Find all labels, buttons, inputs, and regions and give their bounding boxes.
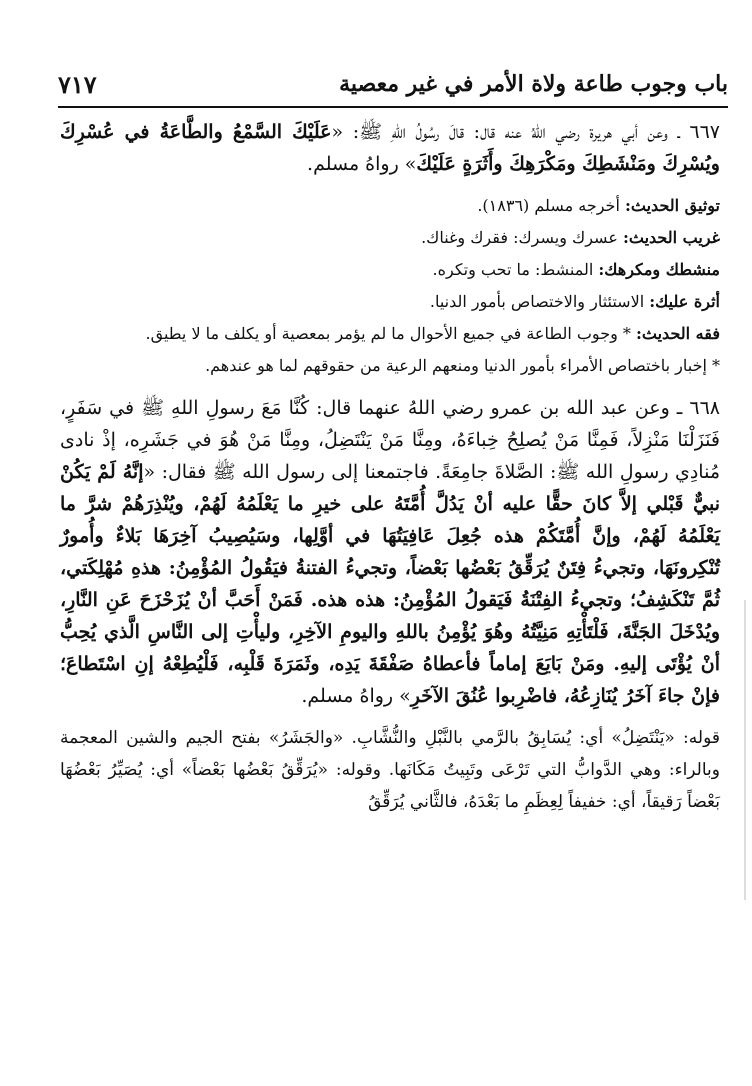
note-fiqh [60, 318, 720, 350]
note-label: منشطك ومكرهك: [598, 260, 720, 279]
hadith-668-matn: إنَّهُ لَمْ يَكُنْ نبيٌّ قَبْلي إلاَّ كانَ حقًّا عليه أنْ يَدُلَّ أُمَّتَهُ على خيرِ ما يَعْلَمُهُ لَهُمْ، ويُنْذِرَهُمْ شرَّ ما يَعْلَمُهُ لَهُمْ، وإنَّ أُمَّتَكُمْ هذه جُعِلَ عَافِيَتُهَا في أوَّلِها، وسَيُصِيبُ آخِرَهَا بَلاءٌ وأُمورٌ تُنْكِرونَهَا، وتجيءُ فِتَنٌ يُرَقِّقُ بَعْضُها بَعْضاً، وتجيءُ الفتنةُ فيَقُولُ المُؤْمِنُ: هذهِ مُهْلِكَتي، ثُمَّ تَنْكَشِفُ؛ وتجيءُ الفِتْنَةُ فَيَقولُ المُؤْمِنُ: هذه هذه. فَمَنْ أَحَبَّ أنْ يُزَحْزَحَ عَنِ النَّارِ، ويُدْخَلَ الجَنَّةَ، فَلْتَأْتِهِ مَنِيَّتُهُ وهُوَ يُؤْمِنُ باللهِ واليومِ الآخِرِ، وليأْتِ إلى النَّاسِ الَّذي يُحِبُّ أنْ يُؤْتَى إليهِ. ومَنْ بَايَعَ إماماً فأعطاهُ صَفْقَةَ يَدِه، وثَمَرَةَ قَلْبِه، فَلْيُطِعْهُ إنِ اسْتَطاعَ؛ فإنْ جاءَ آخَرُ يُنَازِعُهُ، فاضْرِبوا عُنُقَ الآخَرِ [60, 461, 720, 707]
note-label: أثرة عليك: [649, 292, 720, 311]
note-text: المنشط: ما تحب وتكره. [432, 260, 599, 279]
note-label: توثيق الحديث: [624, 196, 720, 215]
commentary: قوله: «يَنْتَضِلُ» أي: يُسَابِقُ بالرَّمي بالنَّبْلِ والنُّشَّابِ. «والجَشَرُ» بفتح الجيم والشين المعجمة وبالراء: وهي الدَّوابُّ التي تَرْعَى وتَبِيتُ مَكَانَها. وقوله: «يُرَقِّقُ بَعْضُها بَعْضاً» أي: يُصَيِّرُ بَعْضُهَا بَعْضاً رَقيقاً، أي: خفيفاً لِعِظَمِ ما بَعْدَهُ، فالثَّاني يُرَقِّقُ [60, 728, 720, 812]
hadith-667-outro: » رواهُ مسلم. [307, 153, 417, 175]
note-fiqh-2 [60, 350, 720, 382]
page-body [60, 116, 720, 818]
hadith-667-notes [60, 190, 720, 382]
page-edge-shadow [744, 600, 746, 900]
note-text: * إخبار باختصاص الأمراء بأمور الدنيا ومنعهم الرعية من حقوقهم لما هو عندهم. [205, 356, 720, 375]
chapter-title: باب وجوب طاعة ولاة الأمر في غير معصية [339, 71, 728, 97]
note-text: عسرك ويسرك: فقرك وغناك. [421, 228, 623, 247]
note-manshat [60, 254, 720, 286]
note-label: فقه الحديث: [635, 324, 720, 343]
note-takhrij [60, 190, 720, 222]
hadith-668 [60, 392, 720, 712]
note-text: أخرجه مسلم (١٨٣٦). [477, 196, 625, 215]
hadith-667-intro: ٦٦٧ ـ وعن أبي هريرة رضي اللهُ عنه قال: قالَ رسُولُ اللهِ ﷺ: « [331, 121, 720, 143]
hadith-668-intro: ٦٦٨ ـ وعن عبد الله بن عمرو رضي اللهُ عنهما قال: كُنَّا مَعَ رسولِ اللهِ ﷺ في سَفَرٍ، فَنَزَلْنَا مَنْزِلاً، فَمِنَّا مَنْ يُصلِحُ خِباءَهُ، ومِنَّا مَنْ يَنْتَضِلُ، ومِنَّا مَنْ هُوَ في جَشَرِه، إذْ نادى مُنادِي رسولِ الله ﷺ: الصَّلاةَ جامِعَةً. فاجتمعنا إلى رسول الله ﷺ فقال: « [60, 397, 720, 483]
note-text: الاستئثار والاختصاص بأمور الدنيا. [429, 292, 650, 311]
note-gharib [60, 222, 720, 254]
hadith-667 [60, 116, 720, 180]
note-label: غريب الحديث: [622, 228, 720, 247]
note-athara [60, 286, 720, 318]
hadith-667-matn: عَلَيْكَ السَّمْعُ والطَّاعَةُ في عُسْرِكَ ويُسْرِكَ ومَنْشَطِكَ ومَكْرَهِكَ وأَثَرَةٍ عَلَيْكَ [60, 121, 720, 175]
hadith-668-outro: » رواهُ مسلم. [301, 685, 411, 707]
page-number: ٧١٧ [58, 69, 97, 99]
page-header [58, 62, 728, 108]
note-text: * وجوب الطاعة في جميع الأحوال ما لم يؤمر بمعصية أو يكلف ما لا يطيق. [145, 324, 636, 343]
